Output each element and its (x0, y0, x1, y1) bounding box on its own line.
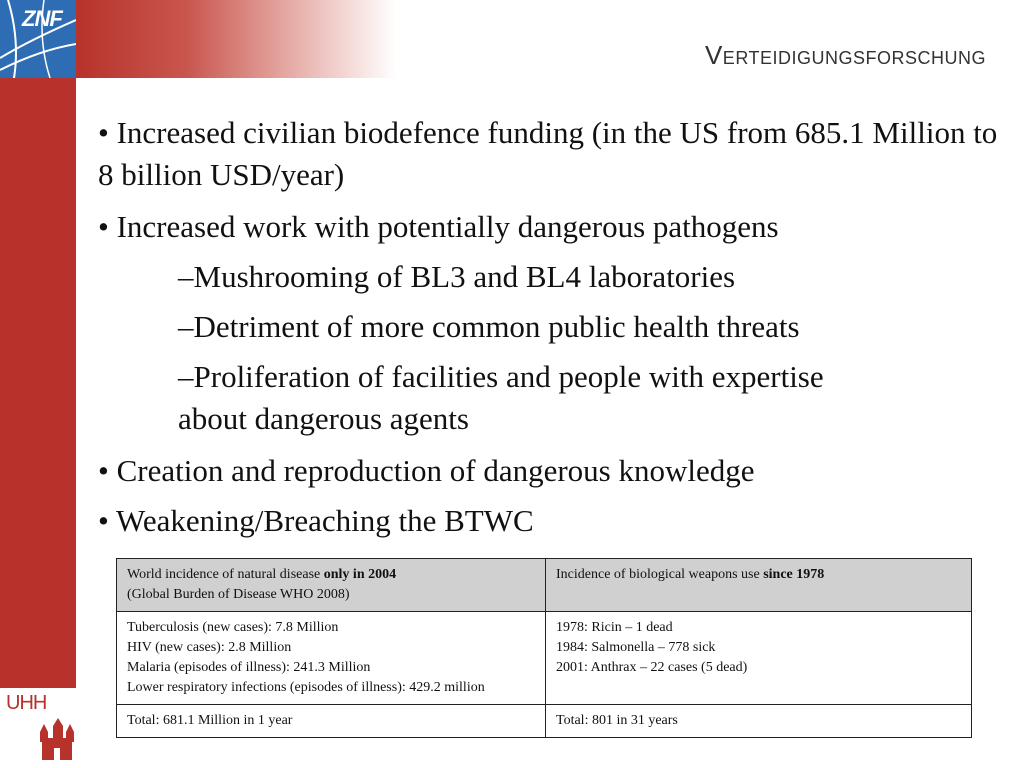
total-natural-disease: Total: 681.1 Million in 1 year (117, 705, 546, 738)
natural-disease-cell (117, 612, 546, 705)
header-natural-disease (117, 559, 546, 612)
header-bioweapons-bold: since 1978 (763, 567, 825, 582)
page-title: Verteidigungsforschung (704, 40, 986, 70)
bioweapons-cell (546, 612, 972, 705)
uhh-logo-text: UHH (6, 692, 47, 714)
bioweapons-line: 2001: Anthrax – 22 cases (5 dead) (556, 660, 748, 675)
natural-disease-line: HIV (new cases): 2.8 Million (127, 640, 292, 655)
natural-disease-line: Malaria (episodes of illness): 241.3 Million (127, 660, 371, 675)
natural-disease-line: Tuberculosis (new cases): 7.8 Million (127, 620, 339, 635)
header-bioweapons (546, 559, 972, 612)
header-natural-disease-text: World incidence of natural disease (127, 567, 324, 582)
natural-disease-line: Lower respiratory infections (episodes of illness): 429.2 million (127, 680, 485, 695)
header-natural-disease-bold: only in 2004 (323, 567, 397, 582)
sub-bullet-proliferation-line1: –Proliferation of facilities and people with expertise (178, 359, 824, 394)
bullet-pathogen-work: • Increased work with potentially dangerous pathogens (98, 209, 779, 244)
znf-logo-text: ZNF (22, 6, 62, 31)
bioweapons-line: 1978: Ricin – 1 dead (556, 620, 673, 635)
sub-bullet-public-health: –Detriment of more common public health threats (178, 309, 800, 344)
bullet-dangerous-knowledge: • Creation and reproduction of dangerous knowledge (98, 453, 755, 488)
header-bioweapons-text: Incidence of biological weapons use (556, 567, 764, 582)
hamburg-castle-icon (0, 688, 76, 768)
comparison-table (116, 558, 972, 738)
top-brand-gradient (76, 0, 396, 78)
znf-logo (0, 0, 76, 78)
sub-bullet-proliferation-line2: about dangerous agents (178, 401, 469, 436)
bullet-btwc: • Weakening/Breaching the BTWC (98, 503, 534, 538)
table-row (117, 612, 972, 705)
left-brand-bar (0, 0, 76, 768)
header-natural-disease-source: (Global Burden of Disease WHO 2008) (127, 587, 350, 602)
sub-bullet-proliferation (98, 356, 998, 440)
total-bioweapons: Total: 801 in 31 years (546, 705, 972, 738)
uhh-logo (0, 688, 76, 768)
bullet-list (98, 112, 998, 542)
sub-bullet-laboratories: –Mushrooming of BL3 and BL4 laboratories (178, 259, 736, 294)
bioweapons-line: 1984: Salmonella – 778 sick (556, 640, 716, 655)
bullet-biodefence-funding: • Increased civilian biodefence funding (in the US from 685.1 Million to 8 billion USD/year) (98, 115, 998, 192)
table-header-row (117, 559, 972, 612)
table-total-row (117, 705, 972, 738)
